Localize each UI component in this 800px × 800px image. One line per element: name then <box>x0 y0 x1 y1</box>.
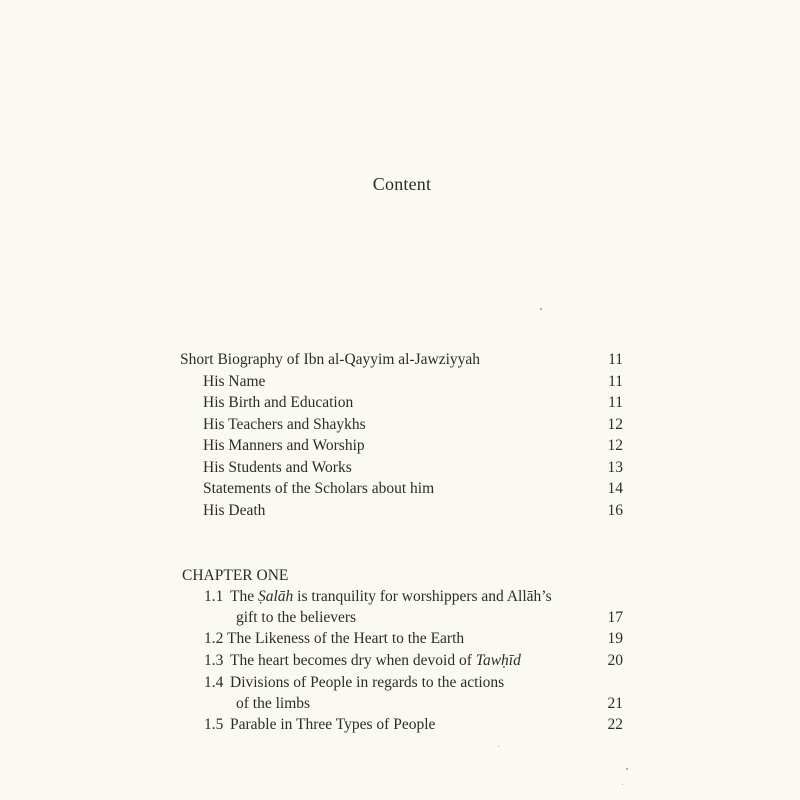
toc-item-text: The heart becomes dry when devoid of <box>230 652 476 669</box>
section-number: 1.1 <box>204 588 224 605</box>
toc-item <box>204 629 464 649</box>
toc-heading-biography: Short Biography of Ibn al-Qayyim al-Jawziyyah <box>180 351 481 368</box>
section-number: 1.3 <box>204 652 224 669</box>
toc-page-number: 12 <box>607 437 623 454</box>
toc-page-number: 17 <box>607 609 623 626</box>
toc-page-number: 16 <box>607 502 623 519</box>
toc-page-number: 11 <box>608 394 623 411</box>
toc-item <box>204 587 552 607</box>
toc-item <box>204 673 504 693</box>
toc-item: His Teachers and Shaykhs <box>203 416 366 433</box>
toc-item-text: Parable in Three Types of People <box>230 716 436 733</box>
toc-item: His Manners and Worship <box>203 437 365 454</box>
toc-page-number: 11 <box>608 351 623 368</box>
toc-item-text: Divisions of People in regards to the actions <box>230 674 505 691</box>
section-number: 1.2 <box>204 630 224 647</box>
toc-item: Statements of the Scholars about him <box>203 480 435 497</box>
toc-item-continuation: of the limbs <box>236 695 311 712</box>
toc-page-number: 13 <box>607 459 623 476</box>
toc-page-number: 12 <box>607 416 623 433</box>
toc-item: His Birth and Education <box>203 394 354 411</box>
section-number: 1.5 <box>204 716 224 733</box>
toc-page-number: 21 <box>607 695 623 712</box>
toc-item-emphasis: Tawḥīd <box>475 652 521 669</box>
toc-page-number: 20 <box>607 652 623 669</box>
toc-item <box>204 715 435 735</box>
toc-page-number: 11 <box>608 373 623 390</box>
chapter-heading: CHAPTER ONE <box>182 567 289 584</box>
scan-speck <box>622 784 623 785</box>
toc-item-text: The Likeness of the Heart to the Earth <box>226 630 465 647</box>
toc-page-number: 19 <box>607 630 623 647</box>
toc-item: His Students and Works <box>203 459 352 476</box>
toc-page-number: 22 <box>607 716 623 733</box>
toc-item-emphasis: Ṣalāh <box>257 588 294 605</box>
toc-item: His Name <box>203 373 266 390</box>
scan-speck <box>540 308 542 310</box>
scan-speck <box>498 746 499 747</box>
toc-item-continuation: gift to the believers <box>236 609 357 626</box>
toc-item: His Death <box>203 502 266 519</box>
section-number: 1.4 <box>204 674 224 691</box>
scan-speck <box>626 768 628 770</box>
toc-item-text: is tranquility for worshippers and Allāh’s <box>293 588 552 605</box>
toc-item <box>204 651 521 671</box>
page-title: Content <box>372 174 432 194</box>
toc-item-text: The <box>230 588 258 605</box>
toc-page-number: 14 <box>607 480 623 497</box>
